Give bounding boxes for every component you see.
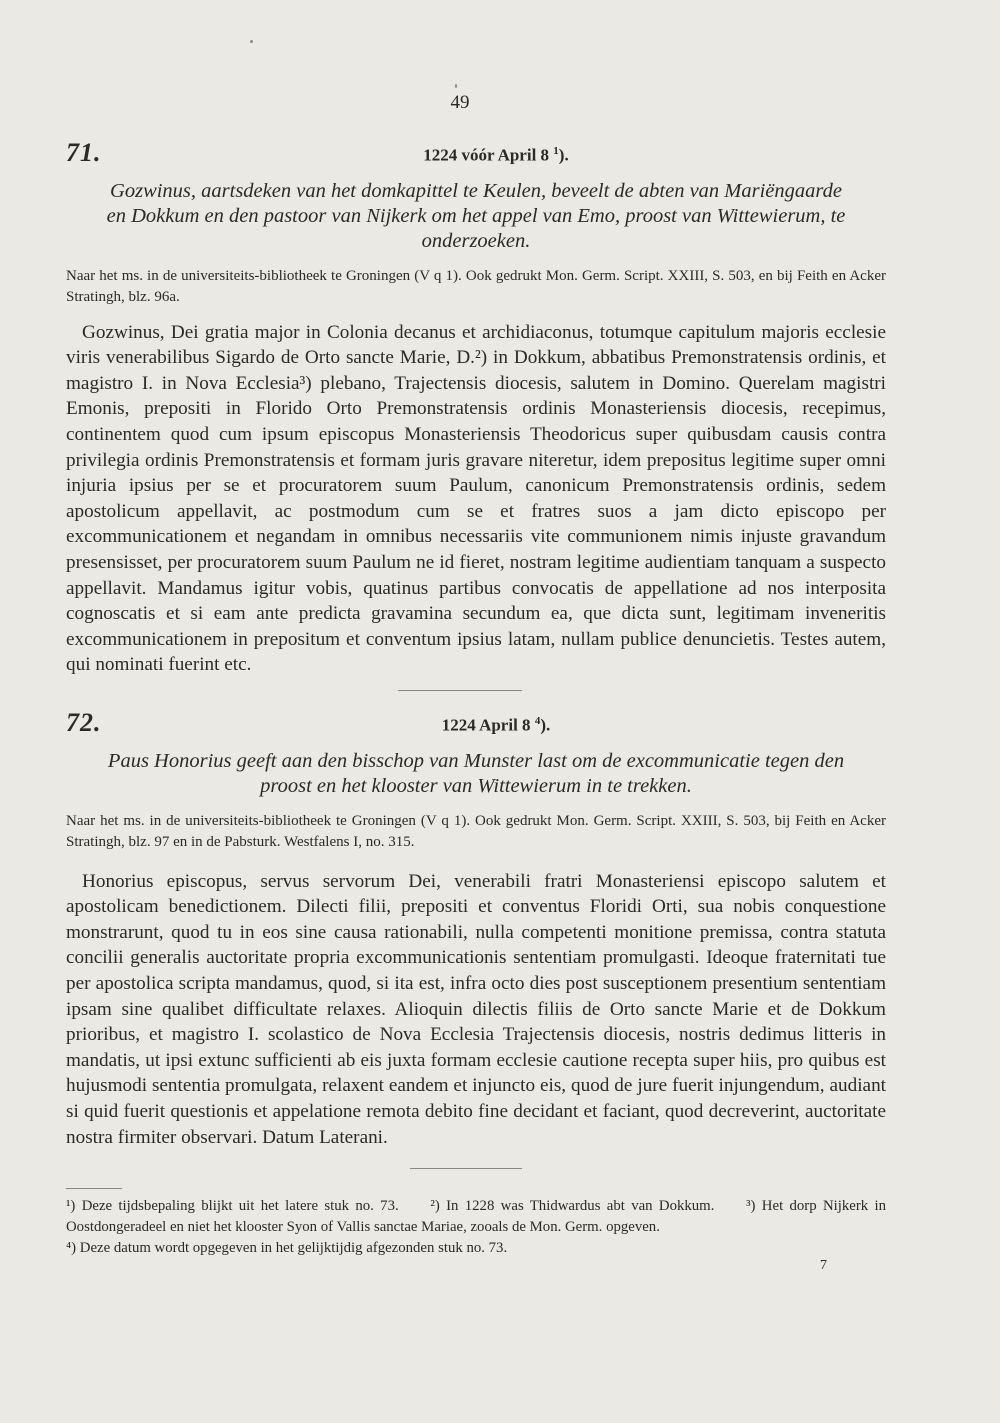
footnote-rule (66, 1188, 122, 1189)
charter-date: 1224 vóór April 8 $^1$). (423, 145, 569, 165)
footnotes (66, 1196, 886, 1259)
page-number: 49 (450, 92, 470, 113)
printer-signature: 7 (820, 1258, 827, 1273)
footnote-3: ³) Het dorp Nijkerk in Oostdongeradeel en niet het klooster Syon of Vallis sanctae Mariae, zooals de Mon. Germ. opgeven. (66, 1198, 887, 1235)
charter-number: 72. (66, 708, 102, 737)
charter-source: Naar het ms. in de universiteits-bibliotheek te Groningen (V q 1). Ook gedrukt Mon. Germ. Script. XXIII, S. 503, bij Feith en Acker Stratingh, blz. 97 en in de Pabsturk. Westfalens I, no. 315. (66, 812, 886, 850)
paper-speck (250, 40, 253, 43)
charter-summary: Gozwinus, aartsdeken van het domkapittel te Keulen, beveelt de abten van Mariëngaarde en Dokkum en den pastoor van Nijkerk om het appel van Emo, proost van Wittewierum, te onderzoeken. (106, 179, 846, 252)
footnote-4: ⁴) Deze datum wordt opgegeven in het gelijktijdig afgezonden stuk no. 73. (66, 1240, 508, 1256)
charter-72 (66, 708, 886, 1150)
charter-text: Gozwinus, Dei gratia major in Colonia decanus et archidiaconus, totumque capitulum majoris ecclesie viris venerabilibus Sigardo de Orto sancte Marie, D.²) in Dokkum, abbatibus Premonstratensis ordinis, et magistro I. in Nova Ecclesia³) plebano, Trajectensis diocesis, salutem in Domino. Querelam magistri Emonis, prepositi in Florido Orto Premonstratensis ordinis Monasteriensis diocesis, recepimus, continentem quod cum ipsum episcopus Monasteriensis Theodoricus super quibusdam causis contra privilegia ordinis Premonstratensis et formam juris gravare niteretur, idem prepositus legitime super omni injuria ipsius per se et procuratorem suum Paulum, canonicum Premonstratensis ordinis, sedem apostolicum appellavit, ac postmodum cum se et fratres suos a jam dicto episcopo per excommunicationem et negandam in omnibus necessariis vite communionem nimis injuste gravandum presensisset, per procuratorem suum Paulum ne id fieret, nostram legitime audientiam tanquam a suspecto appellavit. Mandamus igitur vobis, quatinus partibus convocatis de appellatione ad nos interposita cognoscatis et si eam ante predicta gravamina secundum ea, que dicta sunt, legitimam inveneritis excommunicationem in prepositum et conventum ipsius latam, nullam publice denuncietis. Testes autem, qui nominati fuerint etc. (66, 321, 886, 676)
footnote-2: ²) In 1228 was Thidwardus abt van Dokkum. (430, 1198, 715, 1214)
section-divider (410, 1168, 522, 1169)
charter-source: Naar het ms. in de universiteits-bibliotheek te Groningen (V q 1). Ook gedrukt Mon. Germ. Script. XXIII, S. 503, en bij Feith en Acker Stratingh, blz. 96a. (66, 267, 886, 305)
section-divider (398, 690, 522, 691)
paper-speck (455, 84, 457, 88)
footnote-1: ¹) Deze tijdsbepaling blijkt uit het latere stuk no. 73. (66, 1198, 399, 1214)
charter-71 (66, 138, 886, 678)
charter-date: 1224 April 8 $^4$). (441, 715, 551, 735)
charter-summary: Paus Honorius geeft aan den bisschop van Munster last om de excommunicatie tegen den proost en het klooster van Wittewierum in te trekken. (107, 749, 845, 797)
charter-number: 71. (66, 138, 102, 167)
charter-text: Honorius episcopus, servus servorum Dei, venerabili fratri Monasteriensi episcopo salutem et apostolicam benedictionem. Dilecti filii, prepositi et conventus Floridi Orti, sua nobis conquestione monstrarunt, quod tu in eos sine causa rationabili, nulla competenti monitione premissa, contra statuta concilii generalis auctoritate propria excommunicationis sententiam promulgasti. Ideoque fraternitati tue per apostolica scripta mandamus, quod, si ita est, infra octo dies post susceptionem presentium sententiam ipsam sine qualibet difficultate relaxes. Alioquin dilectis filiis de Orto sancte Marie et de Dokkum prioribus, et magistro I. scolastico de Nova Ecclesia Trajectensis diocesis, nostris dedimus litteris in mandatis, ut ipsi extunc sufficienti ab eis juxta formam ecclesie cautione recepta super hiis, pro quibus est hujusmodi sententia promulgata, relaxent eandem et injuncto eis, quod de jure fuerit injungendum, audiant si quid fuerit questionis et appelatione remota debito fine decidant et faciant, quod decreverint, auctoritate nostra firmiter observari. Datum Laterani. (66, 870, 886, 1148)
